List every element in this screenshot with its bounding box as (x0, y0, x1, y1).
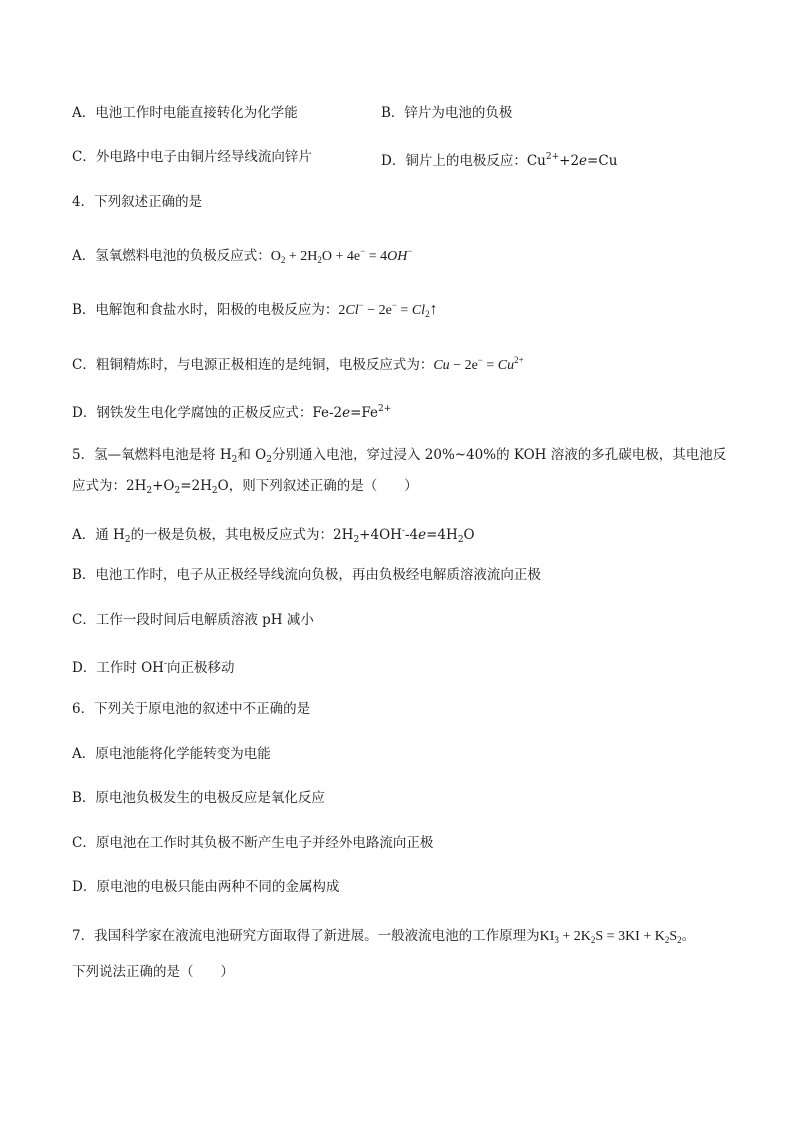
q5-stem-line1 (72, 446, 726, 469)
q5-option-a (72, 522, 475, 549)
q4-b-e-sup: − (391, 300, 397, 310)
q4-b-cl2: Cl (411, 303, 426, 318)
q7-k2s-sub: 2 (590, 935, 596, 945)
q5-option-c (72, 611, 314, 629)
q7-k2s: + 2K (558, 929, 591, 944)
q5-stem1-a: 5．氢—氧燃料电池是将 H (72, 447, 232, 463)
q6-d-text: D．原电池的电极只能由两种不同的金属构成 (72, 879, 340, 895)
q4-a-e-sup: − (360, 246, 366, 256)
q3-d-product: =Cu (587, 153, 618, 169)
q5-stem2-a: 应式为：2H (72, 478, 147, 494)
q7-stem-line2 (72, 963, 234, 981)
q4-stem-text: 4．下列叙述正确的是 (72, 194, 203, 210)
q4-a-oh-sup: − (407, 246, 413, 256)
q6-option-b (72, 789, 325, 807)
q4-b-coef: 2 (338, 303, 346, 318)
q7-stem-line1 (72, 927, 695, 949)
q4-stem (72, 193, 202, 211)
q4-b-e: − 2e (363, 303, 392, 318)
q5-a-sup1: - (401, 526, 405, 536)
q4-c-e-sup: − (477, 355, 483, 365)
q3-d-cu: Cu (526, 153, 546, 169)
q3-option-d-prefix: D．铜片上的电极反应： (381, 153, 527, 169)
q5-d-b: 向正极移动 (167, 660, 235, 676)
q6-a-text: A．原电池能将化学能转变为电能 (72, 746, 271, 762)
q4-a-o: O (270, 249, 281, 264)
q4-c-formula (433, 355, 524, 373)
q4-option-c (72, 351, 524, 375)
q5-stem2-sub1: 2 (146, 486, 153, 496)
q5-option-d (72, 655, 235, 677)
q5-a-sub3: 2 (457, 535, 464, 545)
q7-stem2: 下列说法正确的是（ ） (72, 964, 234, 980)
q3-option-d (381, 148, 617, 170)
q6-b-text: B．原电池负极发生的电极反应是氧化反应 (72, 790, 325, 806)
q3-d-electron: e (579, 153, 588, 169)
q5-a-sub1: 2 (124, 535, 131, 545)
q7-products: S = 3KI + K (595, 929, 665, 944)
q4-b-cl: Cl (345, 303, 359, 318)
q4-a-h-sub: 2 (317, 255, 322, 265)
q4-c-eq: = (482, 358, 498, 373)
q4-b-formula (338, 300, 438, 319)
q5-a-d: -4 (404, 527, 419, 543)
q4-d-electron: e (342, 405, 351, 421)
q3-option-b-text: B．锌片为电池的负极 (381, 105, 513, 121)
q4-a-eq: = 4 (365, 249, 388, 264)
q5-stem2-sub3: 2 (211, 486, 218, 496)
q3-option-c (72, 148, 312, 166)
q4-b-eq: = (396, 303, 412, 318)
q4-c-cu2: Cu (497, 358, 515, 373)
q4-b-prefix: B．电解饱和食盐水时，阳极的电极反应为： (72, 302, 339, 318)
q3-d-plus2: +2 (559, 153, 580, 169)
q5-a-f: =4H (426, 527, 458, 543)
q6-option-a (72, 745, 271, 763)
q4-c-cu: Cu (433, 358, 450, 373)
q5-stem1-c: 分别通入电池，穿过浸入 20%~40%的 KOH 溶液的多孔碳电极，其电池反 (271, 447, 727, 463)
q3-d-charge: 2+ (545, 152, 560, 162)
q6-option-c (72, 834, 433, 852)
q5-d-sup: - (163, 659, 168, 669)
q3-option-a (72, 104, 298, 122)
q5-a-a: A．通 H (72, 527, 125, 543)
q4-d-product: =Fe (350, 405, 379, 421)
q7-products-sub2: 2 (677, 935, 682, 945)
q4-a-oh: OH (387, 249, 408, 264)
q6-stem (72, 700, 310, 718)
q4-c-cu2-sup: 2+ (514, 355, 524, 365)
q4-b-cl-sup: − (358, 300, 364, 310)
q4-a-prefix: A．氢氧燃料电池的负极反应式： (72, 248, 271, 264)
q3-option-c-text: C．外电路中电子由铜片经导线流向锌片 (72, 149, 312, 165)
q7-products-s: S (669, 929, 678, 944)
q7-ki3: KI (539, 929, 555, 944)
q7-ki3-sub: 3 (554, 935, 559, 945)
q3-option-b (381, 104, 512, 122)
q4-d-prefix: D．钢铁发生电化学腐蚀的正极反应式： (72, 405, 313, 421)
q4-option-d (72, 400, 391, 422)
q4-a-formula (270, 246, 413, 265)
q5-stem1-b: 和 O (237, 447, 267, 463)
q5-stem1-sub1: 2 (231, 455, 238, 465)
q5-d-a: D．工作时 OH (72, 660, 164, 676)
q4-d-sup: 2+ (378, 404, 392, 414)
q5-a-sub2: 2 (353, 535, 360, 545)
q5-a-b: 的一极是负极，其电极反应式为：2H (130, 527, 354, 543)
q5-c-text: C．工作一段时间后电解质溶液 pH 减小 (72, 612, 314, 628)
q6-c-text: C．原电池在工作时其负极不断产生电子并经外电路流向正极 (72, 835, 434, 851)
q7-products-sub1: 2 (664, 935, 670, 945)
gas-arrow-icon: ↑ (429, 301, 438, 318)
q7-formula (540, 929, 682, 944)
q4-b-cl2-sub: 2 (425, 309, 430, 319)
q7-period: 。 (681, 928, 696, 944)
q4-a-h: + 2H (285, 249, 318, 264)
q5-stem2-c: =2H (180, 478, 212, 494)
q5-a-c: +4OH (359, 527, 402, 543)
q3-option-a-text: A．电池工作时电能直接转化为化学能 (72, 105, 298, 121)
q5-stem2-b: +O (152, 478, 175, 494)
q5-a-electron: e (418, 527, 427, 543)
q5-a-g: O (463, 527, 475, 543)
q5-stem1-sub2: 2 (266, 455, 272, 465)
q5-stem2-d: O，则下列叙述正确的是（ ） (217, 478, 418, 494)
q4-a-o-sub: 2 (280, 255, 286, 265)
q5-stem2-sub2: 2 (174, 486, 181, 496)
q7-stem1: 7．我国科学家在液流电池研究方面取得了新进展。一般液流电池的工作原理为 (72, 928, 540, 944)
q4-option-b (72, 296, 438, 323)
q5-b-text: B．电池工作时，电子从正极经导线流向负极，再由负极经电解质溶液流向正极 (72, 567, 541, 583)
q4-d-fe: Fe-2 (312, 405, 343, 421)
q5-stem-line2 (72, 477, 418, 500)
q6-option-d (72, 878, 339, 896)
q4-c-prefix: C．粗铜精炼时，与电源正极相连的是纯铜，电极反应式为： (72, 357, 434, 373)
q4-option-a (72, 242, 412, 269)
q6-stem-text: 6．下列关于原电池的叙述中不正确的是 (72, 701, 311, 717)
q5-option-b (72, 566, 541, 584)
q4-c-e: − 2e (449, 358, 478, 373)
q4-a-e: O + 4e (321, 249, 361, 264)
